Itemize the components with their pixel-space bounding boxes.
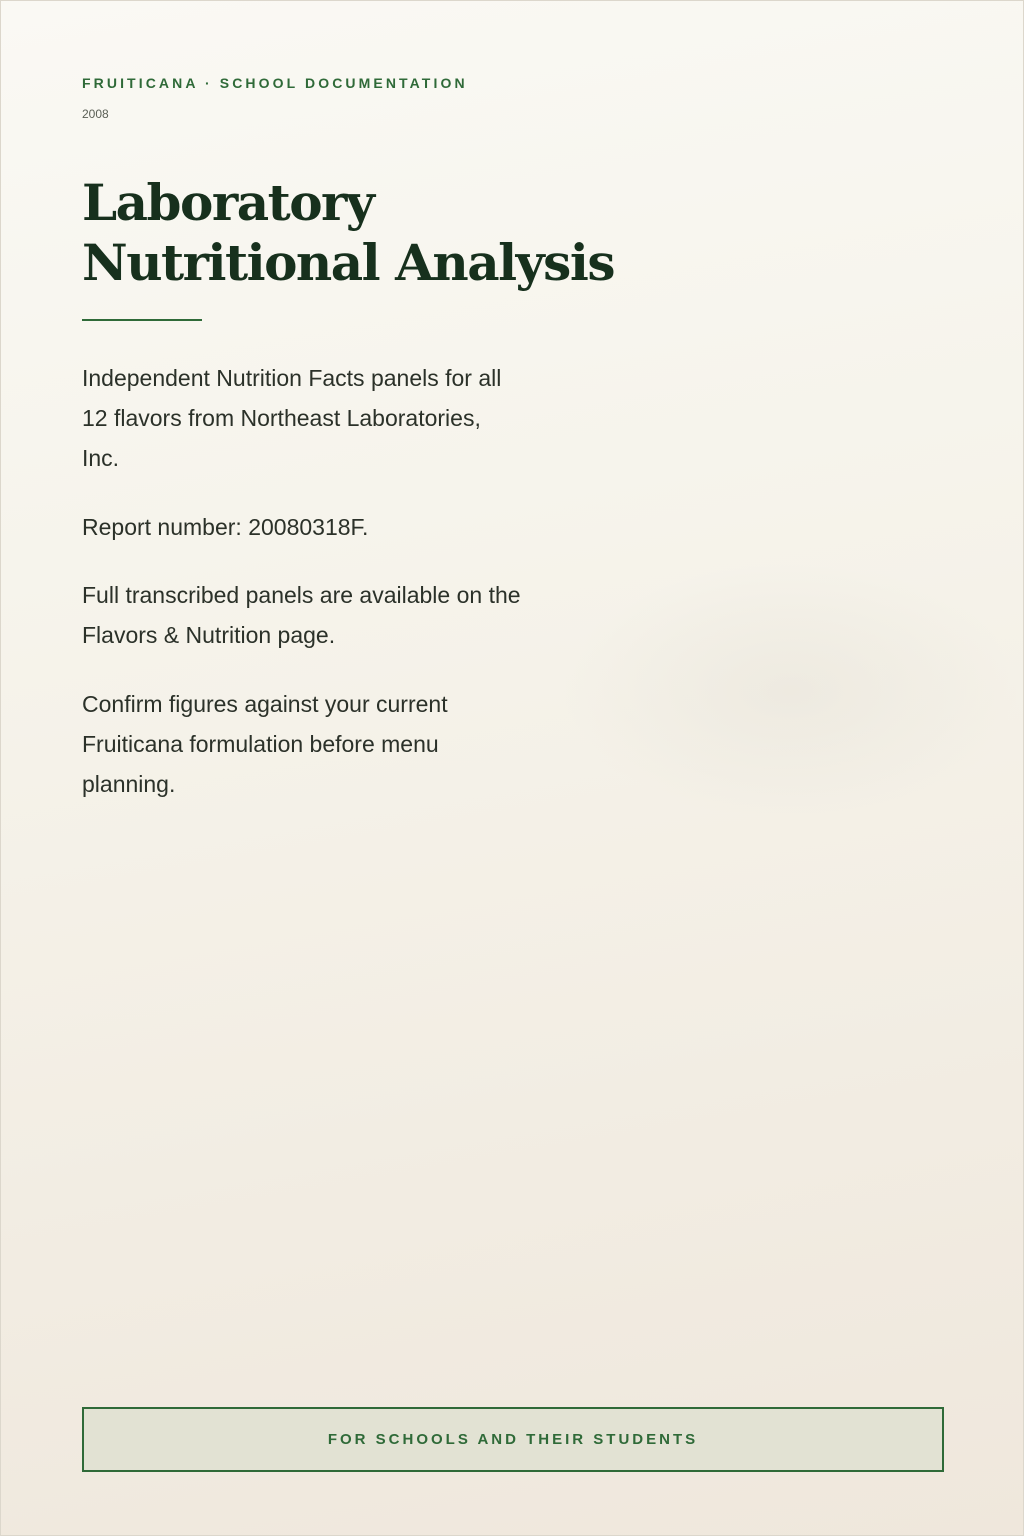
intro-paragraph: Independent Nutrition Facts panels for all 12 flavors from Northeast Laboratories, Inc. <box>82 365 502 471</box>
title-line-1: Laboratory <box>82 173 374 232</box>
eyebrow-label: FRUITICANA · SCHOOL DOCUMENTATION <box>82 75 468 91</box>
audience-badge <box>82 1407 944 1472</box>
document-year: 2008 <box>82 107 109 121</box>
audience-badge-label: FOR SCHOOLS AND THEIR STUDENTS <box>327 1431 699 1448</box>
availability-paragraph: Full transcribed panels are available on the Flavors & Nutrition page. <box>82 582 521 648</box>
background-shading <box>561 561 1021 821</box>
report-number-paragraph: Report number: 20080318F. <box>82 514 369 540</box>
title-divider <box>82 319 202 321</box>
page-title <box>82 173 614 293</box>
title-line-2: Nutritional Analysis <box>82 233 614 292</box>
confirmation-paragraph: Confirm figures against your current Fruiticana formulation before menu planning. <box>82 691 448 797</box>
